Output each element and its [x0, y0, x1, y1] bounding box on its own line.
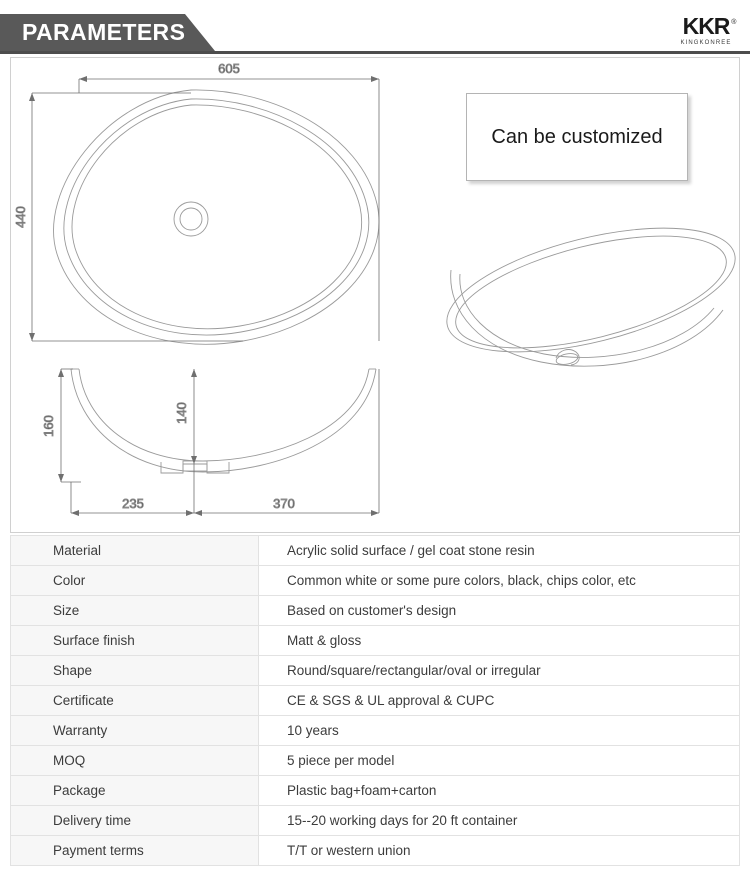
registered-trademark-icon: ® — [731, 19, 737, 26]
table-row — [11, 596, 740, 626]
spec-label-cell: MOQ — [11, 746, 259, 776]
specification-table — [10, 535, 740, 866]
spec-value-cell: Round/square/rectangular/oval or irregular — [259, 656, 740, 686]
table-row — [11, 686, 740, 716]
table-row — [11, 626, 740, 656]
top-view-basin — [54, 90, 379, 344]
page-title: PARAMETERS — [22, 19, 186, 45]
top-view-drain-icon — [174, 202, 208, 236]
dimension-offsets — [71, 369, 379, 516]
dimension-height-440 — [29, 93, 243, 341]
spec-label-cell: Size — [11, 596, 259, 626]
dimension-width-605 — [79, 76, 379, 341]
brand-logo — [670, 14, 742, 54]
spec-label-cell: Package — [11, 776, 259, 806]
table-row — [11, 536, 740, 566]
spec-label-cell: Certificate — [11, 686, 259, 716]
dimension-label-440: 440 — [13, 206, 28, 228]
dimension-label-605: 605 — [218, 61, 240, 76]
spec-label-cell: Surface finish — [11, 626, 259, 656]
customization-callout — [466, 93, 688, 181]
spec-value-cell: Acrylic solid surface / gel coat stone resin — [259, 536, 740, 566]
table-row — [11, 656, 740, 686]
spec-value-cell: T/T or western union — [259, 836, 740, 866]
dimension-label-235: 235 — [122, 496, 144, 511]
section-view-basin — [71, 369, 376, 473]
table-row — [11, 716, 740, 746]
dimension-label-140: 140 — [174, 402, 189, 424]
dimension-depth-140 — [191, 369, 197, 464]
logo-company-name: KINGKONREE — [680, 40, 732, 46]
spec-label-cell: Payment terms — [11, 836, 259, 866]
logo-mark — [682, 13, 737, 39]
spec-label-cell: Delivery time — [11, 806, 259, 836]
dimension-label-370: 370 — [273, 496, 295, 511]
customization-callout-text: Can be customized — [491, 125, 663, 148]
table-row — [11, 746, 740, 776]
table-row — [11, 566, 740, 596]
specification-table-body — [11, 536, 740, 866]
perspective-view-basin — [435, 204, 739, 377]
table-row — [11, 836, 740, 866]
spec-value-cell: Common white or some pure colors, black, chips color, etc — [259, 566, 740, 596]
spec-value-cell: Plastic bag+foam+carton — [259, 776, 740, 806]
spec-value-cell: CE & SGS & UL approval & CUPC — [259, 686, 740, 716]
header-rule — [0, 51, 750, 54]
table-row — [11, 806, 740, 836]
spec-value-cell: Based on customer's design — [259, 596, 740, 626]
spec-label-cell: Material — [11, 536, 259, 566]
spec-value-cell: 10 years — [259, 716, 740, 746]
spec-value-cell: 15--20 working days for 20 ft container — [259, 806, 740, 836]
dimension-label-160: 160 — [41, 415, 56, 437]
table-row — [11, 776, 740, 806]
dimension-height-160 — [58, 369, 81, 482]
spec-label-cell: Warranty — [11, 716, 259, 746]
spec-value-cell: 5 piece per model — [259, 746, 740, 776]
spec-label-cell: Shape — [11, 656, 259, 686]
spec-value-cell: Matt & gloss — [259, 626, 740, 656]
spec-label-cell: Color — [11, 566, 259, 596]
page-header — [0, 14, 750, 56]
logo-mark-text: KKR — [682, 13, 730, 39]
